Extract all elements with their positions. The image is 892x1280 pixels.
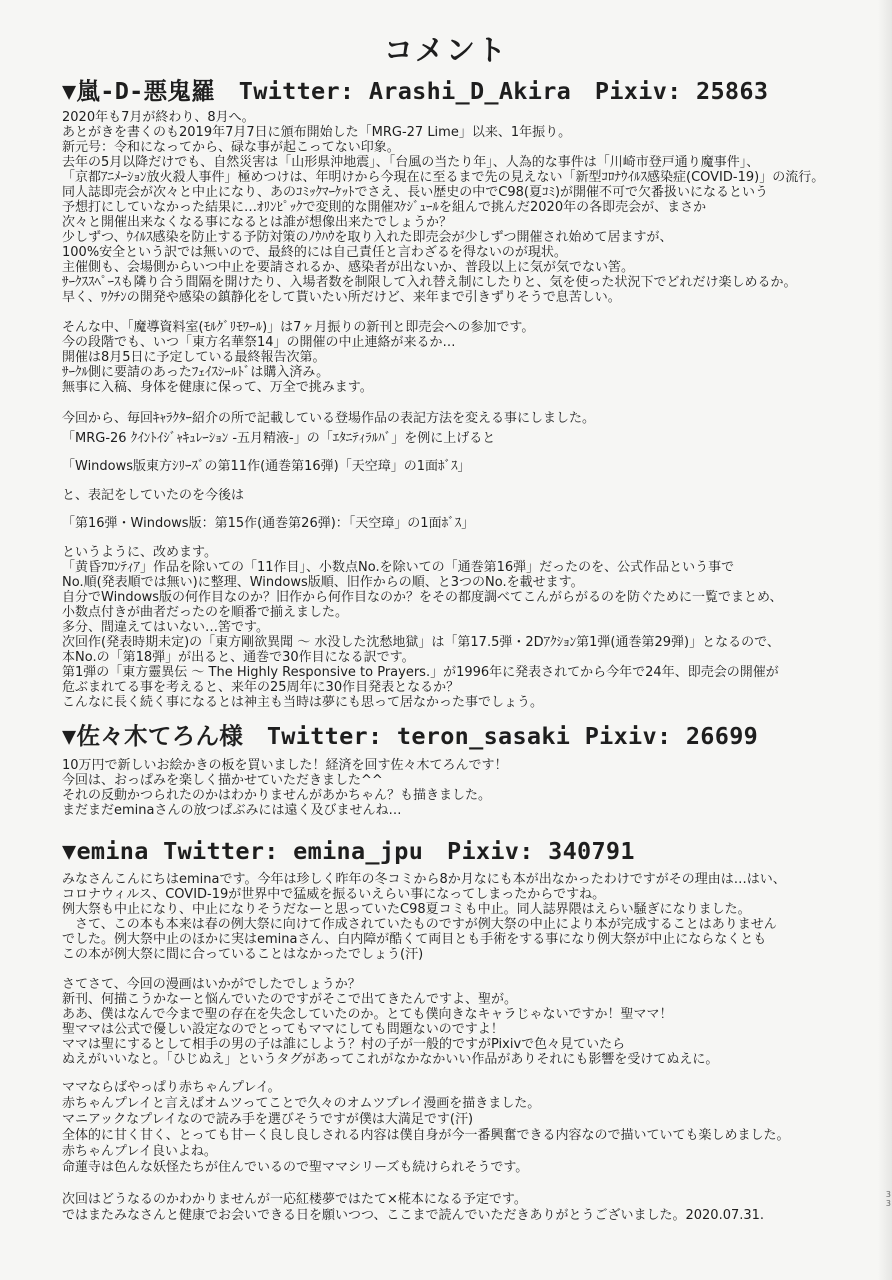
emina-paragraph-3 (62, 1080, 789, 1176)
text-line: コロナウィルス、COVID-19が世界中で猛威を振るいえらい事になってしまったからですね。 (62, 887, 606, 902)
text-line: 今の段階でも、いつ「東方名華祭14」の開催の中止連絡が来るか… (62, 335, 456, 350)
arashi-example-old-format: 「Windows版東方ｼﾘｰｽﾞの第11作(通巻第16弾)「天空璋」の1面ﾎﾞｽ」 (62, 459, 471, 474)
text-line: この本が例大祭に間に合っていることはなかったでしょう(汗) (62, 947, 424, 962)
text-line: 予想打にしていなかった結果に…ｵﾘﾝﾋﾟｯｸで変則的な開催ｽｹｼﾞｭｰﾙを組んで挑んだ2020年の各即売会が、まさか (62, 200, 707, 215)
text-line: ｻｰｸﾙ側に要請のあったﾌｪｲｽｼｰﾙﾄﾞは購入済み。 (62, 365, 330, 380)
text-line: 無事に入稿、身体を健康に保って、万全で挑みます。 (62, 380, 373, 395)
text-line: 命蓮寺は色んな妖怪たちが住んでいるので聖ママシリーズも続けられそうです。 (62, 1160, 529, 1175)
page-mark-line: 3 (885, 1199, 891, 1208)
text-line: 小数点付きが曲者だったのを順番で揃えました。 (62, 605, 349, 620)
arashi-paragraph-3: 今回から、毎回ｷｬﾗｸﾀｰ紹介の所で記載している登場作品の表記方法を変える事にしました。 (62, 411, 596, 426)
text-line: 赤ちゃんプレイと言えばオムツってことで久々のオムツプレイ漫画を描きました。 (62, 1096, 541, 1111)
text-line: それの反動かつられたのかはわかりませんがあかちゃん？も描きました。 (62, 788, 492, 803)
emina-paragraph-1 (62, 872, 786, 962)
text-line: 10万円で新しいお絵かきの板を買いました！経済を回す佐々木てろんです！ (62, 758, 508, 773)
text-line: 開催は8月5日に予定している最終報告次第。 (62, 350, 326, 365)
text-line: 今回は、おっぱみを楽しく描かせていただきました^^ (62, 773, 383, 788)
text-line: 2020年も7月が終わり、8月へ。 (62, 110, 255, 125)
text-line: さて、この本も本来は春の例大祭に向けて作成されていたものですが例大祭の中止により本が完成することはありません (62, 917, 777, 932)
text-line: 危ぶまれてる事を考えると、来年の25周年に30作目発表となるか？ (62, 680, 460, 695)
emina-paragraph-2 (62, 977, 718, 1067)
page-edge-shadow (878, 0, 892, 1280)
arashi-example-old: 「MRG-26 ｸｲﾝﾄｲｼﾞｬｷｭﾚｰｼｮﾝ -五月精液-」の「ｴﾀﾆﾃｨﾗﾙﾊﾞ」を例に上げると (62, 431, 496, 446)
text-line: 次回作(発表時期未定)の「東方剛欲異聞 ～ 水没した沈愁地獄」は「第17.5弾・2Dｱｸｼｮﾝ第1弾(通巻第29弾)」となるので、 (62, 635, 780, 650)
text-line: 去年の5月以降だけでも、自然災害は「山形県沖地震」、「台風の当たり年」、人為的な事件は「川崎市登戸通り魔事件」、 (62, 155, 760, 170)
text-line: 全体的に甘く甘く、とっても甘ーく良し良しされる内容は僕自身が今一番興奮できる内容なので描いていても楽しめました。 (62, 1128, 790, 1143)
text-line: 次々と開催出来なくなる事になるとは誰が想像出来たでしょうか？ (62, 215, 453, 230)
text-line: 次回はどうなるのかわかりませんが一応紅楼夢ではたて×椛本になる予定です。 (62, 1192, 527, 1207)
section-heading-emina: ▼emina Twitter: emina_jpu Pixiv: 340791 (62, 837, 635, 865)
text-line: 例大祭も中止になり、中止になりそうだなーと思っていたC98夏コミも中止。同人誌界隈はえらい騒ぎになりました。 (62, 902, 751, 917)
arashi-paragraph-4 (62, 545, 783, 710)
section-heading-sasaki: ▼佐々木てろん様 Twitter: teron_sasaki Pixiv: 26699 (62, 722, 759, 750)
page-mark-line: 3 (885, 1190, 891, 1199)
arashi-paragraph-1 (62, 110, 824, 305)
text-line: でした。例大祭中止のほかに実はeminaさん、白内障が酷くて両目とも手術をする事になり例大祭が中止にならなくとも (62, 932, 767, 947)
text-line: まだまだeminaさんの放つぱぶみには遠く及びませんね… (62, 803, 402, 818)
arashi-paragraph-2 (62, 320, 534, 395)
text-line: 多分、間違えてはいない…筈です。 (62, 620, 269, 635)
arashi-example-new-format: 「第16弾・Windows版：第15作(通巻第26弾)：「天空璋」の1面ﾎﾞｽ」 (62, 516, 475, 531)
text-line: さてさて、今回の漫画はいかがでしたでしょうか？ (62, 977, 361, 992)
text-line: 同人誌即売会が次々と中止になり、あのｺﾐｯｸﾏｰｹｯﾄでさえ、長い歴史の中でC98(夏ｺﾐ)が開催不可で欠番扱いになるという (62, 185, 769, 200)
page-title: コメント (383, 33, 508, 67)
text-line: No.順(発表順では無い)に整理、Windows版順、旧作からの順、と3つのNo.を載せます。 (62, 575, 584, 590)
text-line: 赤ちゃんプレイ良いよね。 (62, 1144, 217, 1159)
text-line: 自分でWindows版の何作目なのか？旧作から何作目なのか？をその都度調べてこんがらがるのを防ぐために一覧でまとめ、 (62, 590, 783, 605)
text-line: 第1弾の「東方靈異伝 ～ The Highly Responsive to Prayers.」が1996年に発表されてから今年で24年、即売会の開催が (62, 665, 779, 680)
text-line: こんなに長く続く事になるとは神主も当時は夢にも思って居なかった事でしょう。 (62, 695, 544, 710)
text-line: ママならばやっぱり赤ちゃんプレイ。 (62, 1080, 281, 1095)
text-line: 主催側も、会場側からいつ中止を要請されるか、感染者が出ないか、普段以上に気が気でない筈。 (62, 260, 635, 275)
text-line: マニアックなプレイなので読み手を選びそうですが僕は大満足です(汗) (62, 1112, 474, 1127)
sasaki-paragraph (62, 758, 508, 818)
text-line: というように、改めます。 (62, 545, 217, 560)
text-line: 本No.の「第18弾」が出ると、通巻で30作目になる訳です。 (62, 650, 415, 665)
section-heading-arashi: ▼嵐-D-悪鬼羅 Twitter: Arashi_D_Akira Pixiv: 25863 (62, 77, 769, 105)
text-line: 聖ママは公式で優しい設定なのでとってもママにしても問題ないのですよ！ (62, 1022, 504, 1037)
text-line: ｻｰｸｽｽﾍﾟｰｽも隣り合う間隔を開けたり、入場者数を制限して入れ替え制にしたりと、気を使った状況下でどれだけ楽しめるか。 (62, 275, 797, 290)
text-line: そんな中、「魔導資料室(ﾓﾙｸﾞﾘﾓﾜｰﾙ)」は7ヶ月振りの新刊と即売会への参加です。 (62, 320, 535, 335)
arashi-transition: と、表記をしていたのを今後は (62, 488, 245, 503)
emina-paragraph-4 (62, 1192, 764, 1224)
text-line: 早く、ﾜｸﾁﾝの開発や感染の鎮静化をして貰いたい所だけど、来年まで引きずりそうで息苦しい。 (62, 290, 621, 305)
text-line: ママは聖にするとして相手の男の子は誰にしよう？村の子が一般的ですがPixivで色々見ていたら (62, 1037, 626, 1052)
text-line: 新元号：令和になってから、碌な事が起こってない印象。 (62, 140, 400, 155)
text-line: ではまたみなさんと健康でお会いできる日を願いつつ、ここまで読んでいただきありがとうございました。2020.07.31. (62, 1208, 765, 1223)
text-line: 100%安全という訳では無いので、最終的には自己責任と言わざるを得ないのが現状。 (62, 245, 567, 260)
page-number (886, 1190, 891, 1208)
text-line: ああ、僕はなんで今まで聖の存在を失念していたのか。とても僕向きなキャラじゃないですか！聖ママ！ (62, 1007, 673, 1022)
text-line: 「黄昏ﾌﾛﾝﾃｨｱ」作品を除いての「11作目」、小数点No.を除いての「通巻第16弾」だったのを、公式作品という事で (62, 560, 735, 575)
text-line: 新刊、何描こうかなーと悩んでいたのですがそこで出てきたんですよ、聖が。 (62, 992, 518, 1007)
text-line: ぬえがいいなと。「ひじぬえ」というタグがあってこれがなかなかいい作品がありそれにも影響を受けてぬえに。 (62, 1052, 719, 1067)
text-line: 「京都ｱﾆﾒｰｼｮﾝ放火殺人事件」極めつけは、年明けから今現在に至るまで先の見えない「新型ｺﾛﾅｳｲﾙｽ感染症(COVID-19)」の流行。 (62, 170, 825, 185)
text-line: みなさんこんにちはeminaです。今年は珍しく昨年の冬コミから8か月なにも本が出なかったわけですがその理由は…はい、 (62, 872, 786, 887)
text-line: あとがきを書くのも2019年7月7日に頒布開始した「MRG-27 Lime」以来、1年振り。 (62, 125, 572, 140)
text-line: 少しずつ、ｳｲﾙｽ感染を防止する予防対策のﾉｳﾊｳを取り入れた即売会が少しずつ開催され始めて居ますが、 (62, 230, 673, 245)
